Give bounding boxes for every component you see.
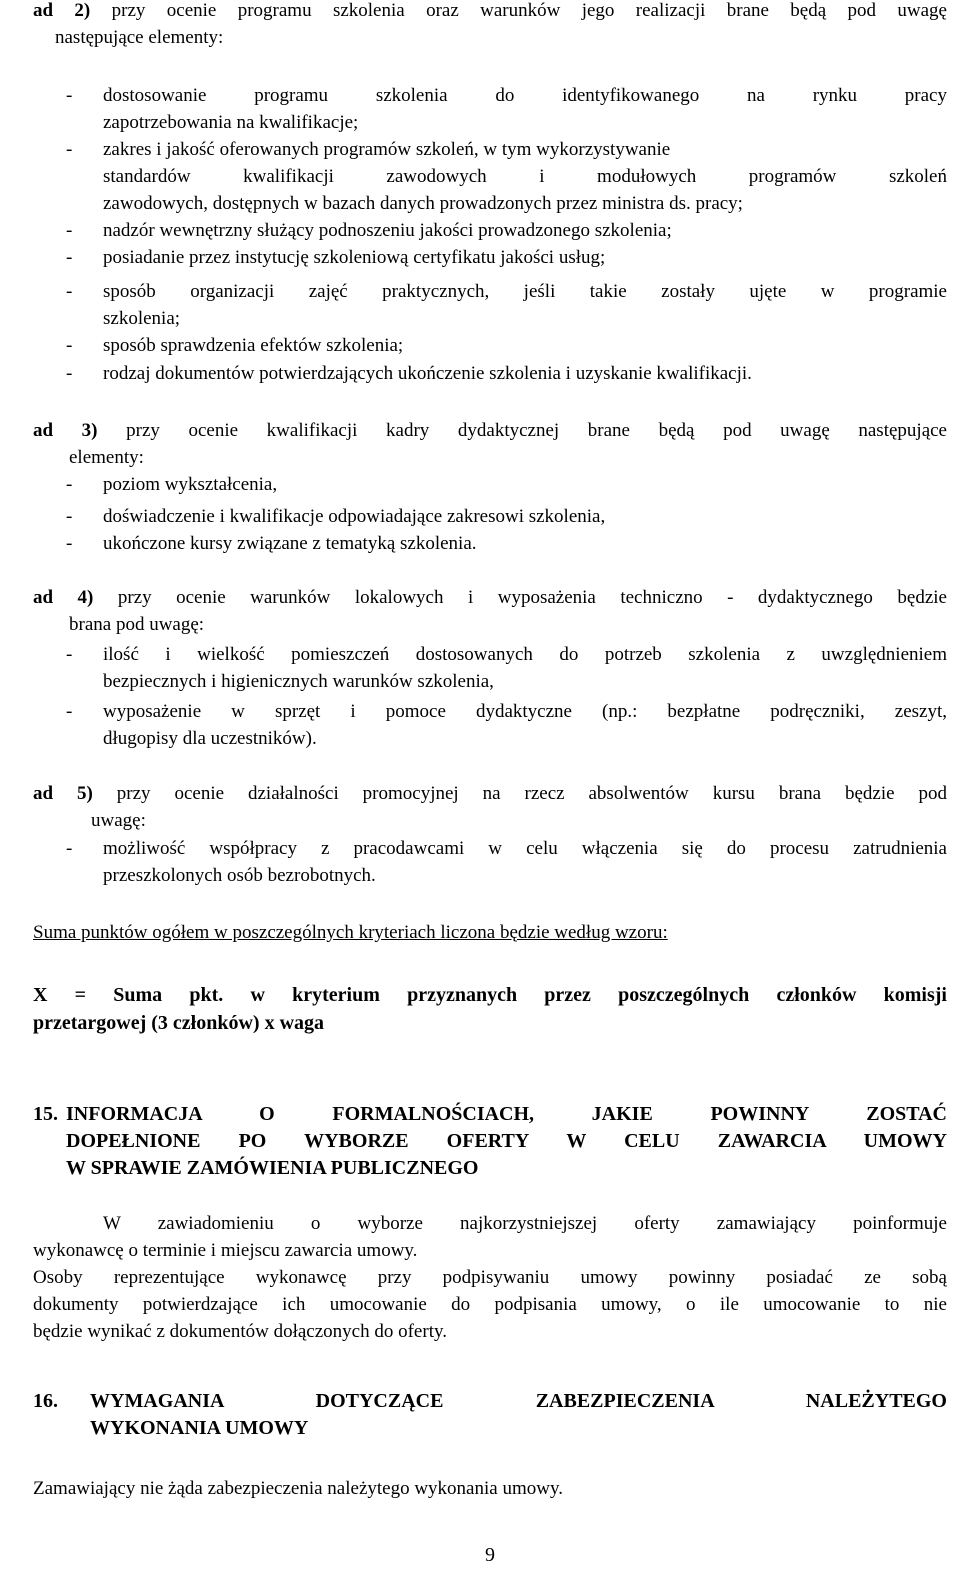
ad3-heading-cont: elementy:	[69, 447, 144, 468]
bullet-dash: -	[66, 506, 73, 527]
list-item: możliwość współpracy z pracodawcami w celu włączenia się do procesu zatrudnienia	[103, 838, 947, 859]
ad2-heading: ad 2) przy ocenie programu szkolenia oraz warunków jego realizacji brane będą pod uwagę	[33, 0, 947, 21]
ad2-heading-cont: następujące elementy:	[55, 27, 224, 48]
section-title: WYMAGANIA DOTYCZĄCE ZABEZPIECZENIA NALEŻYTEGO	[90, 1390, 947, 1412]
paragraph-line: będzie wynikać z dokumentów dołączonych do oferty.	[33, 1321, 447, 1342]
formula-line: X = Suma pkt. w kryterium przyznanych przez poszczególnych członków komisji	[33, 984, 947, 1006]
list-item-cont: zapotrzebowania na kwalifikacje;	[103, 112, 359, 133]
ad5-heading-cont: uwagę:	[91, 810, 146, 831]
paragraph-line: dokumenty potwierdzające ich umocowanie do podpisania umowy, o ile umocowanie to nie	[33, 1294, 947, 1315]
paragraph-line: Zamawiający nie żąda zabezpieczenia należytego wykonania umowy.	[33, 1478, 563, 1499]
formula-line-cont: przetargowej (3 członków) x waga	[33, 1012, 325, 1034]
bullet-dash: -	[66, 474, 73, 495]
bullet-dash: -	[66, 220, 73, 241]
section-title: INFORMACJA O FORMALNOŚCIACH, JAKIE POWINNY ZOSTAĆ	[66, 1103, 947, 1125]
section-number: 16.	[33, 1390, 58, 1412]
paragraph-line: wykonawcę o terminie i miejscu zawarcia umowy.	[33, 1240, 418, 1261]
list-item: wyposażenie w sprzęt i pomoce dydaktyczne (np.: bezpłatne podręczniki, zeszyt,	[103, 701, 947, 722]
section-title-cont: W SPRAWIE ZAMÓWIENIA PUBLICZNEGO	[66, 1157, 479, 1179]
list-item-cont: szkolenia;	[103, 308, 181, 329]
bullet-dash: -	[66, 139, 73, 160]
list-item: rodzaj dokumentów potwierdzających ukończenie szkolenia i uzyskanie kwalifikacji.	[103, 363, 752, 384]
formula-intro: Suma punktów ogółem w poszczególnych kryteriach liczona będzie według wzoru:	[33, 922, 668, 943]
bullet-dash: -	[66, 838, 73, 859]
paragraph-line: W zawiadomieniu o wyborze najkorzystniejszej oferty zamawiający poinformuje	[103, 1213, 947, 1234]
section-title-cont: WYKONANIA UMOWY	[90, 1417, 309, 1439]
list-item: sposób organizacji zajęć praktycznych, jeśli takie zostały ujęte w programie	[103, 281, 947, 302]
list-item: ukończone kursy związane z tematyką szkolenia.	[103, 533, 477, 554]
bullet-dash: -	[66, 363, 73, 384]
list-item-cont: standardów kwalifikacji zawodowych i modułowych programów szkoleń	[103, 166, 947, 187]
list-item-cont: zawodowych, dostępnych w bazach danych prowadzonych przez ministra ds. pracy;	[103, 193, 743, 214]
bullet-dash: -	[66, 701, 73, 722]
list-item: doświadczenie i kwalifikacje odpowiadające zakresowi szkolenia,	[103, 506, 606, 527]
bullet-dash: -	[66, 644, 73, 665]
list-item: poziom wykształcenia,	[103, 474, 278, 495]
list-item-cont: bezpiecznych i higienicznych warunków szkolenia,	[103, 671, 494, 692]
section-number: 15.	[33, 1103, 58, 1125]
paragraph-line: Osoby reprezentujące wykonawcę przy podpisywaniu umowy powinny posiadać ze sobą	[33, 1267, 947, 1288]
bullet-dash: -	[66, 335, 73, 356]
page-number: 9	[485, 1544, 495, 1566]
list-item: zakres i jakość oferowanych programów szkoleń, w tym wykorzystywanie	[103, 139, 671, 160]
ad4-heading-cont: brana pod uwagę:	[69, 614, 205, 635]
list-item: nadzór wewnętrzny służący podnoszeniu jakości prowadzonego szkolenia;	[103, 220, 672, 241]
ad5-heading: ad 5) przy ocenie działalności promocyjnej na rzecz absolwentów kursu brana będzie pod	[33, 783, 947, 804]
ad4-heading: ad 4) przy ocenie warunków lokalowych i wyposażenia techniczno - dydaktycznego będzie	[33, 587, 947, 608]
list-item: ilość i wielkość pomieszczeń dostosowanych do potrzeb szkolenia z uwzględnieniem	[103, 644, 947, 665]
bullet-dash: -	[66, 533, 73, 554]
ad3-heading: ad 3) przy ocenie kwalifikacji kadry dydaktycznej brane będą pod uwagę następujące	[33, 420, 947, 441]
bullet-dash: -	[66, 281, 73, 302]
bullet-dash: -	[66, 247, 73, 268]
list-item: posiadanie przez instytucję szkoleniową certyfikatu jakości usług;	[103, 247, 606, 268]
list-item: dostosowanie programu szkolenia do identyfikowanego na rynku pracy	[103, 85, 947, 106]
section-title-cont: DOPEŁNIONE PO WYBORZE OFERTY W CELU ZAWARCIA UMOWY	[66, 1130, 947, 1152]
bullet-dash: -	[66, 85, 73, 106]
list-item: sposób sprawdzenia efektów szkolenia;	[103, 335, 404, 356]
list-item-cont: długopisy dla uczestników).	[103, 728, 317, 749]
list-item-cont: przeszkolonych osób bezrobotnych.	[103, 865, 376, 886]
